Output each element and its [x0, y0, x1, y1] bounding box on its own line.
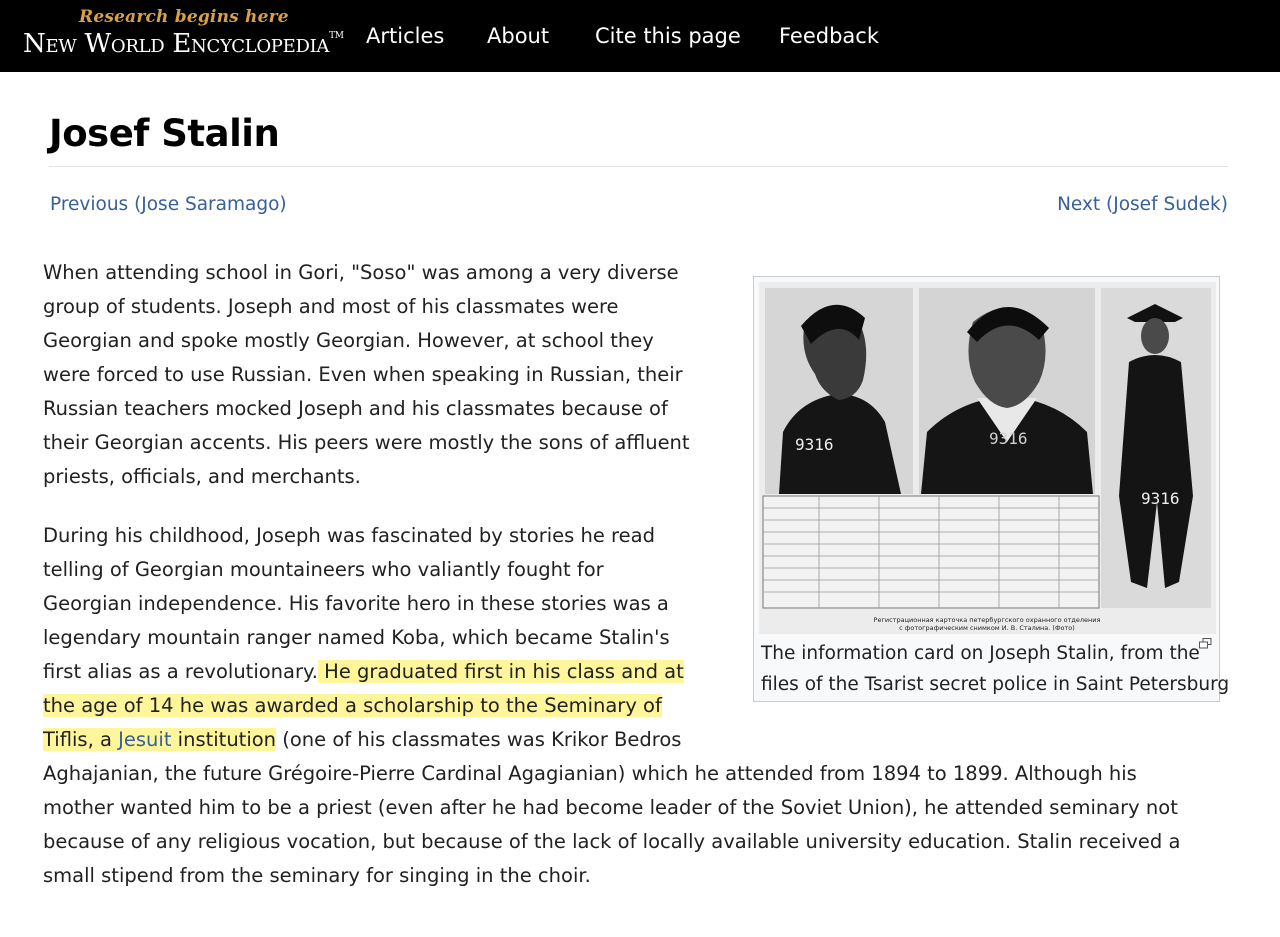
caption-line: The information card on Joseph Stalin, from the [761, 643, 1200, 664]
text-line: mother wanted him to be a priest (even after he had become leader of the Soviet Union), he attended seminary not [43, 796, 1178, 819]
plain-text: first alias as a revolutionary. [43, 660, 318, 683]
jesuit-link[interactable]: Jesuit [118, 728, 172, 751]
stalin-police-card-image[interactable] [759, 282, 1216, 634]
text-line [43, 723, 1243, 757]
text-line: Russian teachers mocked Joseph and his classmates because of [43, 397, 668, 420]
next-article-link[interactable]: Next (Josef Sudek) [1057, 194, 1228, 215]
text-line: legendary mountain ranger named Koba, which became Stalin's [43, 626, 670, 649]
previous-article-link[interactable]: Previous (Jose Saramago) [50, 194, 287, 215]
text-line: their Georgian accents. His peers were mostly the sons of affluent [43, 431, 690, 454]
caption-line: files of the Tsarist secret police in Saint Petersburg [761, 674, 1230, 695]
text-line: When attending school in Gori, "Soso" was among a very diverse [43, 261, 679, 284]
paragraph-school [43, 256, 733, 494]
text-line: because of any religious vocation, but because of the lack of locally available university education. Stalin received a [43, 830, 1181, 853]
highlighted-text: Tiflis, a [43, 728, 119, 751]
card-number-text: 9316 [1141, 489, 1180, 508]
site-logo[interactable] [23, 29, 344, 59]
nav-cite-this-page[interactable]: Cite this page [595, 24, 741, 48]
logo-brand-text: New World Encyclopedia [23, 29, 330, 59]
page-title: Josef Stalin [49, 112, 280, 155]
top-navigation-bar [0, 0, 1280, 72]
card-footer-line: с фотографическим снимком И. В. Сталина. (Фото) [899, 624, 1075, 632]
nav-articles[interactable]: Articles [366, 24, 445, 48]
text-line: Georgian and spoke mostly Georgian. However, at school they [43, 329, 654, 352]
card-number-text: 9316 [795, 435, 834, 454]
text-line: small stipend from the seminary for singing in the choir. [43, 864, 591, 887]
logo-tagline: Research begins here [79, 7, 289, 27]
figure-caption [761, 638, 1230, 700]
nav-feedback[interactable]: Feedback [779, 24, 880, 48]
highlighted-text: He graduated first in his class and at [317, 660, 684, 683]
text-line: priests, officials, and merchants. [43, 465, 361, 488]
text-line: Aghajanian, the future Grégoire-Pierre Cardinal Agagianian) which he attended from 1894 to 1899. Although his [43, 762, 1137, 785]
title-divider [49, 166, 1228, 167]
trademark-mark: TM [329, 31, 344, 41]
highlighted-text: the age of 14 he was awarded a scholarship to the Seminary of [43, 694, 662, 717]
text-line: group of students. Joseph and most of his classmates were [43, 295, 619, 318]
text-line: were forced to use Russian. Even when speaking in Russian, their [43, 363, 683, 386]
card-number-text: 9316 [989, 429, 1028, 448]
plain-text: (one of his classmates was Krikor Bedros [276, 728, 682, 751]
text-line: telling of Georgian mountaineers who valiantly fought for [43, 558, 604, 581]
text-line: During his childhood, Joseph was fascinated by stories he read [43, 524, 655, 547]
nav-about[interactable]: About [487, 24, 550, 48]
text-line: Georgian independence. His favorite hero in these stories was a [43, 592, 669, 615]
card-footer-line: Регистрационная карточка петербургского охранного отделения [873, 616, 1101, 624]
highlighted-text: institution [171, 728, 277, 751]
